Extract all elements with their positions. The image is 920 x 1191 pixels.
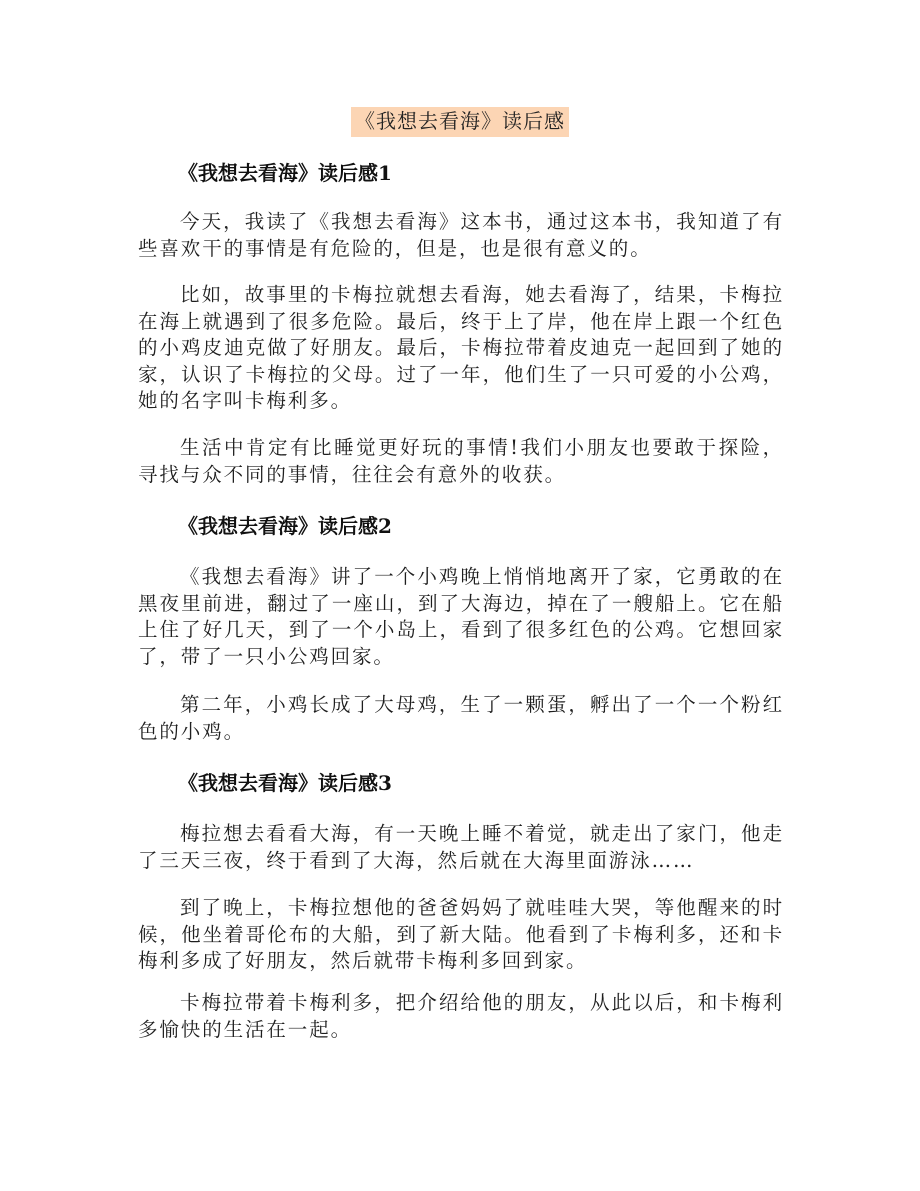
section-1-paragraph-2 [138,282,784,415]
paragraph: 第二年，小鸡长成了大母鸡，生了一颗蛋，孵出了一个一个粉红色的小鸡。 [138,693,784,743]
section-heading: 《我想去看海》读后感1 [178,161,392,185]
paragraph: 比如，故事里的卡梅拉就想去看海，她去看海了，结果，卡梅拉在海上就遇到了很多危险。最后，终于上了岸，他在岸上跟一个红色的小鸡皮迪克做了好朋友。最后，卡梅拉带着皮迪克一起回到了她的家，认识了卡梅拉的父母。过了一年，他们生了一只可爱的小公鸡，她的名字叫卡梅利多。 [138,283,784,412]
section-heading: 《我想去看海》读后感2 [178,514,392,538]
section-2 [138,513,784,539]
section-2-paragraph-1 [138,564,784,670]
document-title-wrapper [0,107,920,137]
paragraph: 梅拉想去看看大海，有一天晚上睡不着觉，就走出了家门，他走了三天三夜，终于看到了大海，然后就在大海里面游泳…… [138,822,784,872]
paragraph: 《我想去看海》讲了一个小鸡晚上悄悄地离开了家，它勇敢的在黑夜里前进，翻过了一座山，到了大海边，掉在了一艘船上。它在船上住了好几天，到了一个小岛上，看到了很多红色的公鸡。它想回家了，带了一只小公鸡回家。 [138,565,784,668]
paragraph: 卡梅拉带着卡梅利多，把介绍给他的朋友，从此以后，和卡梅利多愉快的生活在一起。 [138,991,784,1041]
document-title: 《我想去看海》读后感 [351,107,569,137]
section-2-paragraph-2 [138,692,784,745]
section-1 [138,160,784,186]
section-3-paragraph-3 [138,990,784,1043]
paragraph: 到了晚上，卡梅拉想他的爸爸妈妈了就哇哇大哭，等他醒来的时候，他坐着哥伦布的大船，到了新大陆。他看到了卡梅利多，还和卡梅利多成了好朋友，然后就带卡梅利多回到家。 [138,896,784,972]
section-3-paragraph-1 [138,821,784,874]
section-3-paragraph-2 [138,895,784,975]
paragraph: 今天，我读了《我想去看海》这本书，通过这本书，我知道了有些喜欢干的事情是有危险的，但是，也是很有意义的。 [138,210,784,260]
section-heading: 《我想去看海》读后感3 [178,771,392,795]
section-3 [138,770,784,796]
paragraph: 生活中肯定有比睡觉更好玩的事情!我们小朋友也要敢于探险，寻找与众不同的事情，往往会有意外的收获。 [138,436,784,486]
section-1-paragraph-1 [138,209,784,262]
section-1-paragraph-3 [138,435,784,488]
